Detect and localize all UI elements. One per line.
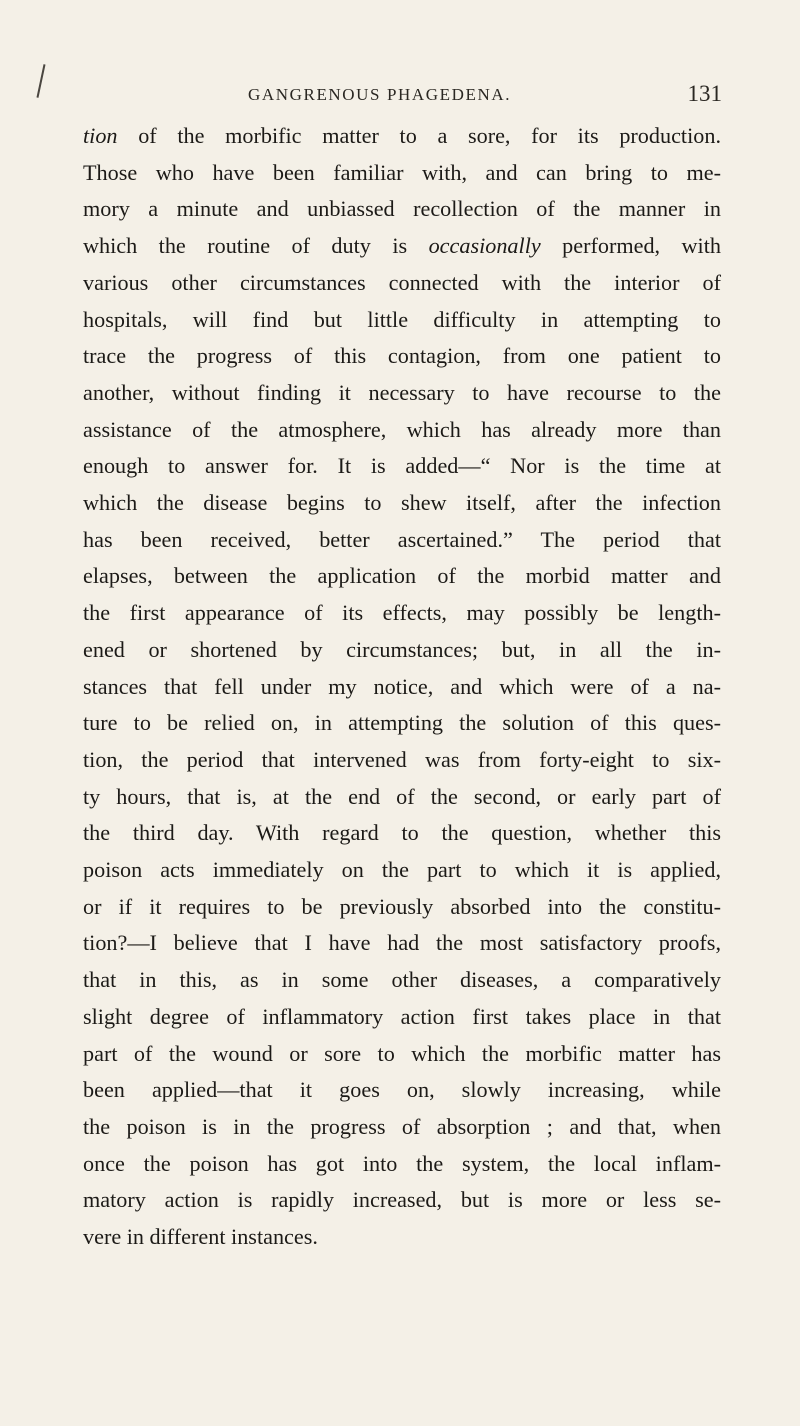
text-line xyxy=(83,632,721,669)
text-segment: elapses, between the application of the morbid matter and xyxy=(83,563,721,589)
text-line xyxy=(83,1072,721,1109)
running-head xyxy=(248,81,724,109)
text-segment: matory action is rapidly increased, but is more or less se- xyxy=(83,1187,721,1213)
text-line xyxy=(83,852,721,889)
italic-text: tion xyxy=(83,123,118,148)
text-line xyxy=(83,1182,721,1219)
text-segment: performed, with xyxy=(540,233,721,259)
text-segment: of the morbific matter to a sore, for its production. xyxy=(117,123,721,148)
text-segment: tion, the period that intervened was from forty-eight to six- xyxy=(83,746,721,772)
text-segment: the first appearance of its effects, may possibly be length- xyxy=(83,600,721,626)
text-segment: stances that fell under my notice, and which were of a na- xyxy=(83,673,721,699)
text-line xyxy=(83,265,721,302)
text-segment: which the disease begins to shew itself, after the infection xyxy=(83,490,721,516)
margin-mark xyxy=(36,64,45,98)
text-segment: part of the wound or sore to which the morbific matter has xyxy=(83,1040,721,1066)
text-segment: the third day. With regard to the question, whether this xyxy=(83,820,721,846)
text-line xyxy=(83,889,721,926)
text-line xyxy=(83,742,721,779)
text-segment: slight degree of inflammatory action first takes place in that xyxy=(83,1003,721,1029)
text-segment: has been received, better ascertained.” The period that xyxy=(83,526,721,552)
text-segment: ture to be relied on, in attempting the solution of this ques- xyxy=(83,710,721,736)
text-line xyxy=(83,1036,721,1073)
text-line xyxy=(83,485,721,522)
text-segment: which the routine of duty is xyxy=(83,233,429,259)
text-line xyxy=(83,338,721,375)
text-segment: trace the progress of this contagion, from one patient to xyxy=(83,343,721,369)
text-line xyxy=(83,522,721,559)
text-segment: or if it requires to be previously absorbed into the constitu- xyxy=(83,893,721,919)
text-line xyxy=(83,118,721,155)
text-segment: tion?—I believe that I have had the most satisfactory proofs, xyxy=(83,930,721,956)
text-segment: Those who have been familiar with, and can bring to me- xyxy=(83,159,721,185)
text-line xyxy=(83,1219,721,1256)
text-segment: assistance of the atmosphere, which has already more than xyxy=(83,416,721,442)
text-line xyxy=(83,962,721,999)
text-line xyxy=(83,925,721,962)
text-segment: ty hours, that is, at the end of the second, or early part of xyxy=(83,783,721,809)
text-segment: enough to answer for. It is added—“ Nor is the time at xyxy=(83,453,721,479)
text-line xyxy=(83,191,721,228)
text-segment: vere in different instances. xyxy=(83,1224,318,1250)
text-line xyxy=(83,412,721,449)
text-line xyxy=(83,779,721,816)
text-segment: the poison is in the progress of absorption ; and that, when xyxy=(83,1113,721,1139)
text-segment: mory a minute and unbiassed recollection of the manner in xyxy=(83,196,721,222)
text-segment: poison acts immediately on the part to which it is applied, xyxy=(83,857,721,883)
text-line xyxy=(83,375,721,412)
text-segment: been applied—that it goes on, slowly increasing, while xyxy=(83,1077,721,1103)
text-line xyxy=(83,448,721,485)
text-segment: that in this, as in some other diseases, a comparatively xyxy=(83,967,721,993)
italic-text: occasionally xyxy=(428,233,541,259)
text-segment: ened or shortened by circumstances; but, in all the in- xyxy=(83,636,721,662)
text-segment: once the poison has got into the system, the local inflam- xyxy=(83,1150,721,1176)
text-line xyxy=(83,155,721,192)
text-line xyxy=(83,1146,721,1183)
text-line xyxy=(83,999,721,1036)
text-line xyxy=(83,302,721,339)
body-text xyxy=(83,118,721,1256)
text-line xyxy=(83,705,721,742)
text-line xyxy=(83,1109,721,1146)
text-segment: hospitals, will find but little difficulty in attempting to xyxy=(83,306,721,332)
text-line xyxy=(83,228,721,265)
text-line xyxy=(83,669,721,706)
page-number: 131 xyxy=(687,81,722,106)
text-line xyxy=(83,595,721,632)
running-title: GANGRENOUS PHAGEDENA. xyxy=(248,85,512,104)
text-line xyxy=(83,558,721,595)
text-line xyxy=(83,815,721,852)
text-segment: various other circumstances connected with the interior of xyxy=(83,269,721,295)
text-segment: another, without finding it necessary to have recourse to the xyxy=(83,379,721,405)
